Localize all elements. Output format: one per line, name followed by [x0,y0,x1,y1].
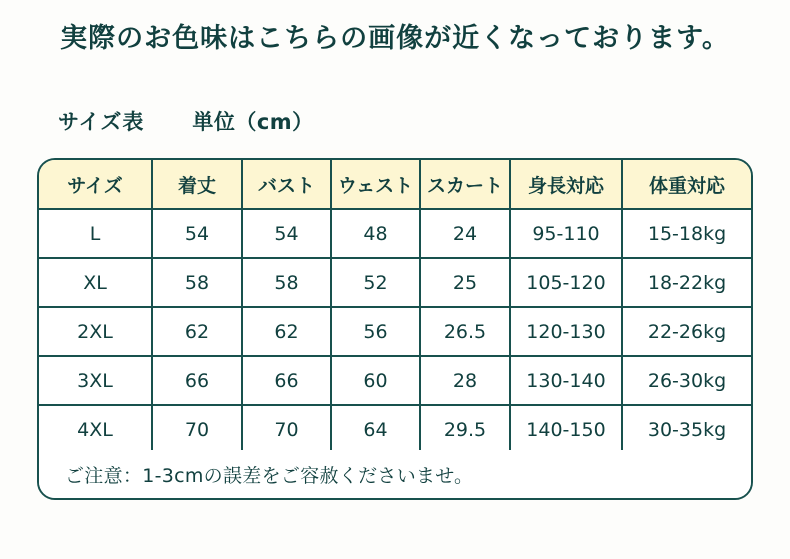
cell-height: 95-110 [510,209,622,258]
cell-weight: 26-30kg [622,356,751,405]
table-note: ご注意：1-3cmの誤差をご容赦くださいませ。 [65,464,474,487]
cell-length: 58 [152,258,242,307]
column-header-skirt: スカート [420,160,510,209]
column-header-bust: バスト [242,160,331,209]
cell-bust: 54 [242,209,331,258]
cell-size: 4XL [39,405,152,454]
cell-height: 120-130 [510,307,622,356]
cell-weight: 30-35kg [622,405,751,454]
cell-size: 3XL [39,356,152,405]
cell-skirt: 26.5 [420,307,510,356]
table-row [39,307,751,356]
table-row [39,258,751,307]
column-header-size: サイズ [39,160,152,209]
size-table-container [37,158,753,500]
unit-label: 単位（cm） [192,110,314,134]
cell-size: 2XL [39,307,152,356]
cell-skirt: 29.5 [420,405,510,454]
cell-bust: 58 [242,258,331,307]
table-row [39,356,751,405]
cell-weight: 15-18kg [622,209,751,258]
cell-waist: 60 [331,356,420,405]
cell-size: L [39,209,152,258]
cell-weight: 22-26kg [622,307,751,356]
cell-waist: 52 [331,258,420,307]
cell-skirt: 28 [420,356,510,405]
cell-waist: 56 [331,307,420,356]
cell-length: 70 [152,405,242,454]
cell-skirt: 24 [420,209,510,258]
column-header-length: 着丈 [152,160,242,209]
cell-bust: 66 [242,356,331,405]
cell-height: 130-140 [510,356,622,405]
column-header-height: 身長対応 [510,160,622,209]
cell-skirt: 25 [420,258,510,307]
table-row [39,209,751,258]
page-headline: 実際のお色味はこちらの画像が近くなっております。 [60,23,730,54]
cell-height: 140-150 [510,405,622,454]
cell-length: 62 [152,307,242,356]
cell-waist: 64 [331,405,420,454]
cell-waist: 48 [331,209,420,258]
size-table [39,160,751,455]
cell-length: 54 [152,209,242,258]
cell-height: 105-120 [510,258,622,307]
cell-size: XL [39,258,152,307]
table-note-row [39,450,751,498]
cell-bust: 70 [242,405,331,454]
cell-length: 66 [152,356,242,405]
column-header-weight: 体重対応 [622,160,751,209]
subtitle-row [58,106,314,136]
cell-bust: 62 [242,307,331,356]
table-header-row [39,160,751,209]
cell-weight: 18-22kg [622,258,751,307]
table-row [39,405,751,454]
column-header-waist: ウェスト [331,160,420,209]
size-table-label: サイズ表 [58,110,145,134]
